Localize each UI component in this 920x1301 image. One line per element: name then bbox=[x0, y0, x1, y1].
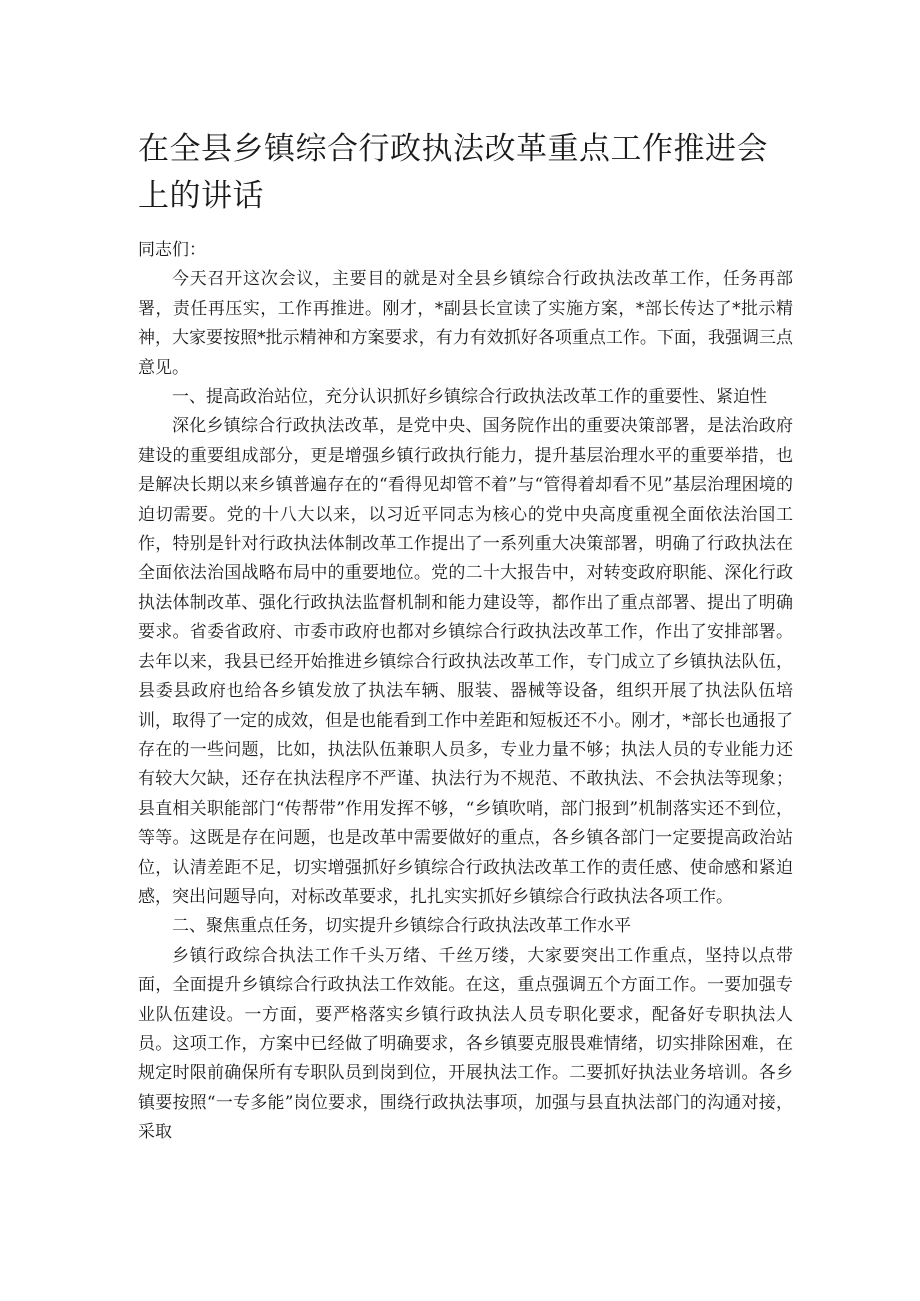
salutation: 同志们： bbox=[138, 240, 206, 260]
paragraph-section-1: 深化乡镇综合行政执法改革，是党中央、国务院作出的重要决策部署，是法治政府建设的重要组成部分，更是增强乡镇行政执行能力，提升基层治理水平的重要举措，也是解决长期以来乡镇普遍存在的“看得见却管不着”与“管得着却看不见”基层治理困境的迫切需要。党的十八大以来，以习近平同志为核心的党中央高度重视全面依法治国工作，特别是针对行政执法体制改革工作提出了一系列重大决策部署，明确了行政执法在全面依法治国战略布局中的重要地位。党的二十大报告中，对转变政府职能、深化行政执法体制改革、强化行政执法监督机制和能力建设等，都作出了重点部署、提出了明确要求。省委省政府、市委市政府也都对乡镇综合行政执法改革工作，作出了安排部署。去年以来，我县已经开始推进乡镇综合行政执法改革工作，专门成立了乡镇执法队伍，县委县政府也给各乡镇发放了执法车辆、服装、器械等设备，组织开展了执法队伍培训，取得了一定的成效，但是也能看到工作中差距和短板还不小。刚才，*部长也通报了存在的一些问题，比如，执法队伍兼职人员多，专业力量不够；执法人员的专业能力还有较大欠缺，还存在执法程序不严谨、执法行为不规范、不敢执法、不会执法等现象；县直相关职能部门“传帮带”作用发挥不够，“乡镇吹哨，部门报到”机制落实还不到位，等等。这既是存在问题，也是改革中需要做好的重点，各乡镇各部门一定要提高政治站位，认清差距不足，切实增强抓好乡镇综合行政执法改革工作的责任感、使命感和紧迫感，突出问题导向，对标改革要求，扎扎实实抓好乡镇综合行政执法各项工作。 bbox=[138, 416, 793, 907]
section-heading-2: 二、聚焦重点任务，切实提升乡镇综合行政执法改革工作水平 bbox=[172, 916, 631, 937]
section-heading-1: 一、提高政治站位，充分认识抓好乡镇综合行政执法改革工作的重要性、紧迫性 bbox=[172, 387, 767, 408]
paragraph-intro: 今天召开这次会议，主要目的就是对全县乡镇综合行政执法改革工作，任务再部署，责任再压实，工作再推进。刚才，*副县长宣读了实施方案，*部长传达了*批示精神，大家要按照*批示精神和方案要求，有力有效抓好各项重点工作。下面，我强调三点意见。 bbox=[138, 269, 793, 378]
document-title: 在全县乡镇综合行政执法改革重点工作推进会上的讲话 bbox=[138, 131, 768, 214]
document-body bbox=[138, 236, 793, 1148]
paragraph-section-2: 乡镇行政综合执法工作千头万绪、千丝万缕，大家要突出工作重点，坚持以点带面，全面提升乡镇综合行政执法工作效能。在这，重点强调五个方面工作。一要加强专业队伍建设。一方面，要严格落实乡镇行政执法人员专职化要求，配备好专职执法人员。这项工作，方案中已经做了明确要求，各乡镇要克服畏难情绪，切实排除困难，在规定时限前确保所有专职队员到岗到位，开展执法工作。二要抓好执法业务培训。各乡镇要按照“一专多能”岗位要求，围绕行政执法事项，加强与县直执法部门的沟通对接，采取 bbox=[138, 945, 793, 1143]
